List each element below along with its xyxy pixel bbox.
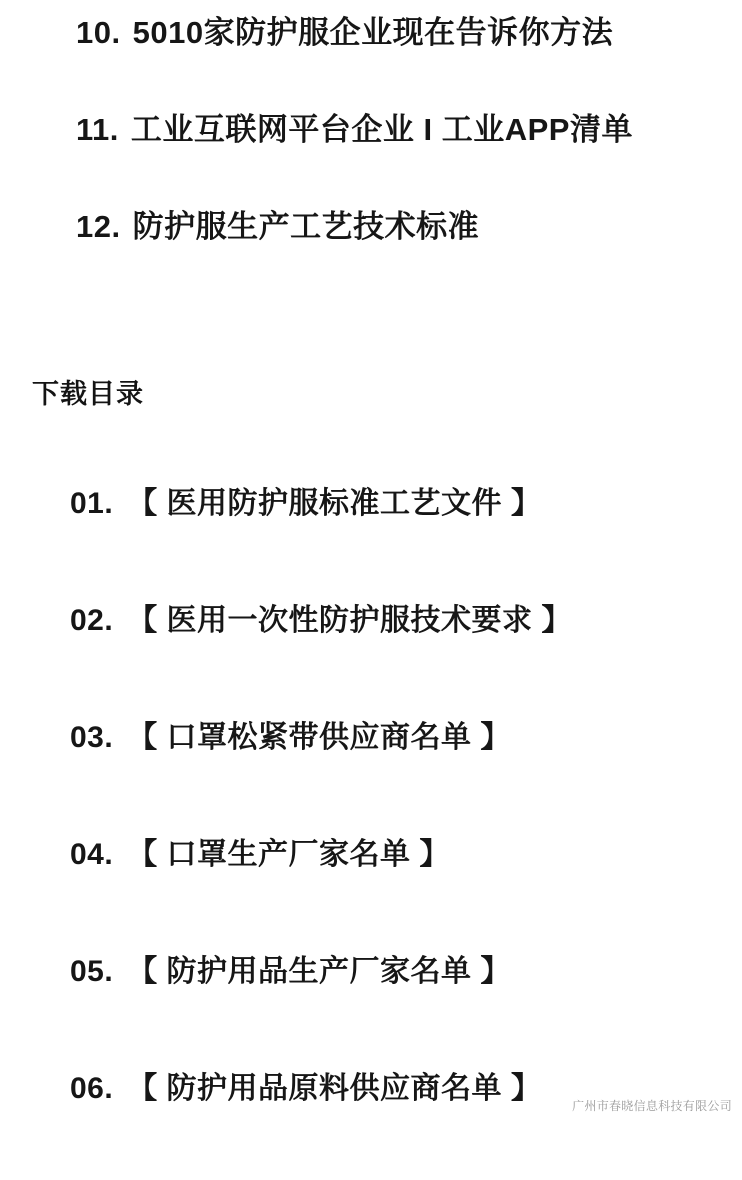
list-item-number: 01. (70, 487, 114, 520)
list-item-number: 06. (70, 1072, 114, 1105)
list-item-number: 04. (70, 838, 114, 871)
list-item (0, 208, 742, 245)
list-item (0, 946, 742, 990)
list-item-number: 11. (76, 112, 119, 148)
list-item-number: 03. (70, 721, 114, 754)
list-item-number: 12. (76, 209, 121, 245)
list-item (0, 14, 742, 51)
list-item-label: 【 口罩生产厂家名单 】 (127, 838, 450, 871)
list-item-label: 【 防护用品生产厂家名单 】 (127, 955, 511, 988)
list-item (0, 712, 742, 756)
list-item (0, 829, 742, 873)
list-item-label: 【 口罩松紧带供应商名单 】 (127, 721, 511, 754)
list-item-label: 5010家防护服企业现在告诉你方法 (132, 15, 614, 50)
list-item-number: 02. (70, 604, 114, 637)
section-heading: 下载目录 (32, 379, 144, 409)
footer-watermark: 广州市春晓信息科技有限公司 (572, 1099, 732, 1113)
list-item (0, 595, 742, 639)
list-item (0, 111, 742, 148)
list-item-label: 【 防护用品原料供应商名单 】 (127, 1072, 542, 1105)
list-item-label: 工业互联网平台企业 I 工业APP清单 (130, 112, 633, 148)
continued-list (0, 0, 742, 306)
list-item-number: 10. (76, 15, 121, 50)
list-item-label: 防护服生产工艺技术标准 (132, 209, 480, 245)
list-item-label: 【 医用防护服标准工艺文件 】 (127, 487, 542, 520)
list-item-number: 05. (70, 955, 114, 988)
list-item (0, 478, 742, 522)
list-item-label: 【 医用一次性防护服技术要求 】 (127, 604, 572, 637)
download-list (0, 478, 742, 1180)
